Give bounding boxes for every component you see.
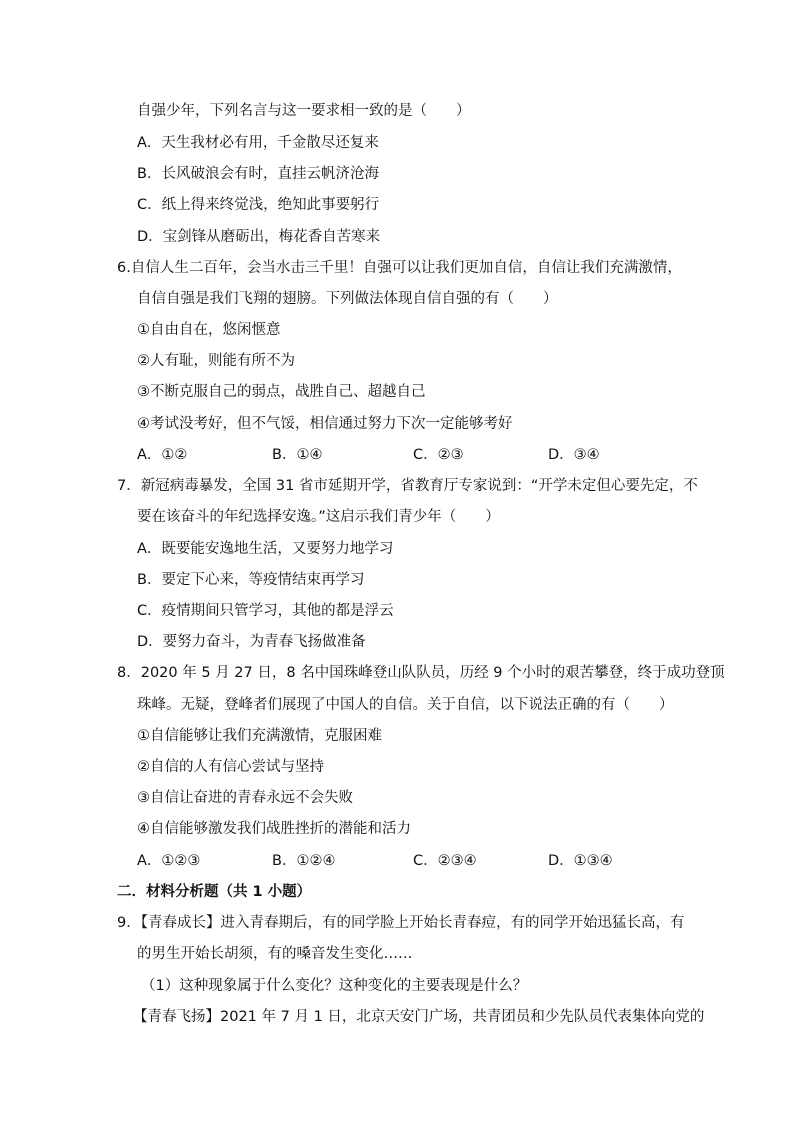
q5-option-d: D．宝剑锋从磨砺出，梅花香自苦寒来: [137, 229, 381, 245]
q6-option-b: B．①④: [272, 447, 323, 463]
q7-option-d: D．要努力奋斗，为青春飞扬做准备: [137, 634, 366, 650]
q6-number: 6.: [117, 260, 131, 276]
q6-statement-2: ②人有耻，则能有所不为: [137, 353, 295, 369]
q8-statement-2: ②自信的人有信心尝试与坚持: [137, 759, 324, 775]
q8-line1: 8．2020 年 5 月 27 日，8 名中国珠峰登山队队员，历经 9 个小时的艰苦攀登，终于成功登顶: [117, 665, 725, 681]
q7-option-c: C．疫情期间只管学习，其他的都是浮云: [137, 603, 394, 619]
q6-line1: 6.自信人生二百年，会当水击三千里！自强可以让我们更加自信，自信让我们充满激情，: [117, 260, 682, 276]
q6-statement-4: ④考试没考好，但不气馁，相信通过努力下次一定能够考好: [137, 416, 513, 432]
q5-option-a: A．天生我材必有用，千金散尽还复来: [137, 135, 379, 151]
q8-option-a: A．①②③: [137, 853, 201, 869]
q9-line3: 【青春飞扬】2021 年 7 月 1 日，北京天安门广场，共青团员和少先队员代表集体向党的: [133, 1009, 705, 1025]
q8-line2: 珠峰。无疑，登峰者们展现了中国人的自信。关于自信，以下说法正确的有（ ）: [137, 697, 674, 713]
q6-option-a: A．①②: [137, 447, 188, 463]
q7-option-b: B．要定下心来，等疫情结束再学习: [137, 572, 365, 588]
q7-option-a: A．既要能安逸地生活，又要努力地学习: [137, 541, 394, 557]
q5-tail: 自强少年，下列名言与这一要求相一致的是（ ）: [137, 103, 471, 119]
q9-line1: 9．【青春成长】进入青春期后，有的同学脸上开始长青春痘，有的同学开始迅猛长高，有: [117, 915, 685, 931]
q6-statement-3: ③不断克服自己的弱点，战胜自己、超越自己: [137, 384, 426, 400]
q8-option-b: B．①②④: [272, 853, 336, 869]
q8-option-c: C．②③④: [413, 853, 477, 869]
q8-number: 8．: [117, 665, 141, 681]
q8-statement-1: ①自信能够让我们充满激情，克服困难: [137, 728, 382, 744]
q6-option-c: C．②③: [413, 447, 464, 463]
q6-line2: 自信自强是我们飞翔的翅膀。下列做法体现自信自强的有（ ）: [137, 291, 558, 307]
q9-subquestion-1: （1）这种现象属于什么变化？这种变化的主要表现是什么？: [141, 978, 528, 994]
q8-statement-3: ③自信让奋进的青春永远不会失败: [137, 790, 353, 806]
q8-statement-4: ④自信能够激发我们战胜挫折的潜能和活力: [137, 821, 411, 837]
q5-option-b: B．长风破浪会有时，直挂云帆济沧海: [137, 166, 379, 182]
section-heading: 二．材料分析题（共 1 小题）: [117, 884, 312, 900]
q7-line2: 要在该奋斗的年纪选择安逸。”这启示我们青少年（ ）: [137, 509, 500, 525]
q6-statement-1: ①自由自在，悠闲惬意: [137, 322, 281, 338]
q8-option-d: D．①③④: [548, 853, 613, 869]
q5-option-c: C．纸上得来终觉浅，绝知此事要躬行: [137, 197, 380, 213]
q9-line2: 的男生开始长胡须，有的嗓音发生变化……: [137, 946, 413, 962]
q9-number: 9．: [117, 915, 141, 931]
q6-option-d: D．③④: [548, 447, 600, 463]
q7-number: 7．: [117, 478, 141, 494]
q7-line1: 7．新冠病毒暴发，全国 31 省市延期开学，省教育厅专家说到：“开学未定但心要先定，不: [117, 478, 698, 494]
